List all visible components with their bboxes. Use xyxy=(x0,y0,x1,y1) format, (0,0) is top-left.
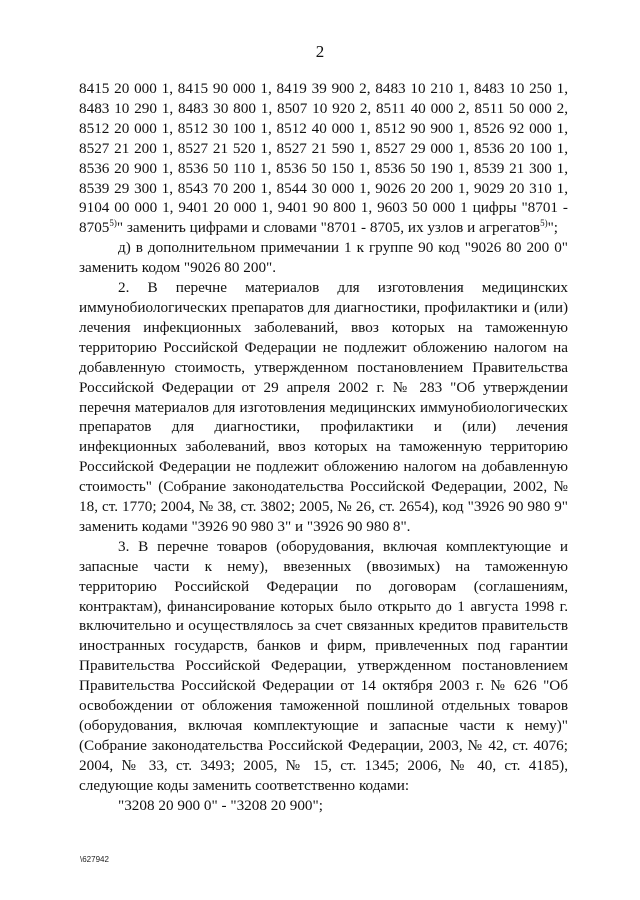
paragraph-2: 2. В перечне материалов для изготовления медицинских иммунобиологических препаратов для диагностики, профилактики и (или) лечения инфекционных заболеваний, ввоз которых на таможенную территорию Российской Федерации не подлежит обложению налогом на добавленную стоимость, утвержденном постановлением Правительства Российской Федерации от 29 апреля 2002 г. № 283 "Об утверждении перечня материалов для изготовления медицинских иммунобиологических препаратов для диагностики, профилактики и (или) лечения инфекционных заболеваний, ввоз которых на таможенную территорию Российской Федерации не подлежит обложению налогом на добавленную стоимость" (Собрание законодательства Российской Федерации, 2002, № 18, ст. 1770; 2004, № 38, ст. 3802; 2005, № 26, ст. 2654), код "3926 90 980 9" заменить кодами "3926 90 980 3" и "3926 90 980 8". xyxy=(79,279,568,535)
codes-line: 8536 20 900 1, 8536 50 110 1, 8536 50 150 1, 8536 50 190 1, 8539 21 300 1, xyxy=(79,159,568,177)
codes-tail-middle: " заменить цифрами и словами "8701 - 8705, их узлов и агрегатов xyxy=(116,219,541,237)
codes-tail-end: "; xyxy=(547,219,559,237)
footnote-marker: 5) xyxy=(109,218,117,229)
codes-line: 8415 20 000 1, 8415 90 000 1, 8419 39 900 2, 8483 10 210 1, 8483 10 250 1, xyxy=(79,80,568,97)
page-number: 2 xyxy=(315,42,325,61)
codes-line: 9104 00 000 1, 9401 20 000 1, 9401 90 800 1, 9603 50 000 1 цифры "8701 - xyxy=(79,199,568,217)
codes-tail-start: 8705 xyxy=(79,219,110,237)
paragraph-d: д) в дополнительном примечании 1 к группе 90 код "9026 80 200 0" заменить кодом "9026 80 200". xyxy=(79,239,568,277)
paragraph-3: 3. В перечне товаров (оборудования, включая комплектующие и запасные части к нему), ввезенных (ввозимых) на таможенную территорию Российской Федерации по договорам (соглашениям, контрактам), финансирование которых было открыто до 1 августа 1998 г. включительно и осуществлялось за счет связанных кредитов правительств иностранных государств, банков и фирм, привлеченных под гарантии Правительства Российской Федерации, утвержденном постановлением Правительства Российской Федерации от 14 октября 2003 г. № 626 "Об освобождении от обложения таможенной пошлиной отдельных товаров (оборудования, включая комплектующие и запасные части к нему)" (Собрание законодательства Российской Федерации, 2003, № 42, ст. 4076; 2004, № 33, ст. 3493; 2005, № 15, ст. 1345; 2006, № 40, ст. 4185), следующие коды заменить соответственно кодами: xyxy=(79,537,568,794)
document-id: \627942 xyxy=(80,855,109,864)
codes-line: 8527 21 200 1, 8527 21 520 1, 8527 21 590 1, 8527 29 000 1, 8536 20 100 1, xyxy=(79,139,568,157)
codes-line: 8512 20 000 1, 8512 30 100 1, 8512 40 000 1, 8512 90 900 1, 8526 92 000 1, xyxy=(79,119,568,137)
codes-tail-line xyxy=(79,218,568,238)
footnote-marker: 5) xyxy=(540,218,548,229)
replacement-line: "3208 20 900 0" - "3208 20 900"; xyxy=(118,796,323,814)
codes-line: 8483 10 290 1, 8483 30 800 1, 8507 10 920 2, 8511 40 000 2, 8511 50 000 2, xyxy=(79,99,568,117)
codes-line: 8539 29 300 1, 8543 70 200 1, 8544 30 000 1, 9026 20 200 1, 9029 20 310 1, xyxy=(79,179,568,197)
document-body xyxy=(79,79,568,816)
